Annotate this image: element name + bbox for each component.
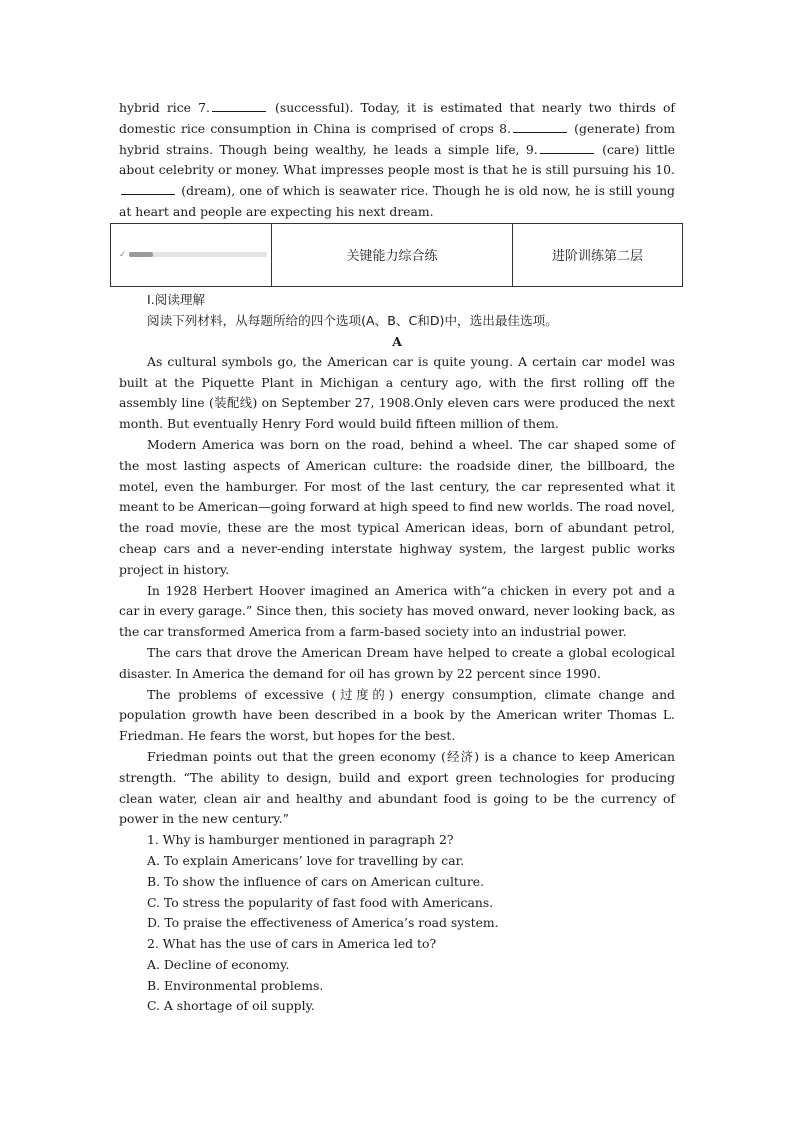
question-stem: 2. What has the use of cars in America led to? [147, 936, 437, 952]
paragraph-5: The problems of excessive (过度的) energy consumption, climate change and population growth have been described in a book by the American writer Thomas L. Friedman. He fears the worst, but hopes for the best. [119, 686, 675, 744]
progress-bar [129, 252, 267, 257]
paragraph-3: In 1928 Herbert Hoover imagined an America with“a chicken in every pot and a car in every garage.” Since then, this society has moved onward, never looking back, as the car transformed America from a farm-based society into an industrial power. [119, 582, 675, 640]
option-b[interactable]: B. To show the influence of cars on American culture. [147, 873, 485, 889]
option-c[interactable]: C. A shortage of oil supply. [147, 998, 315, 1014]
top-text-3: (generate) from hybrid strains. Though being wealthy, he leads a simple life, 9. [119, 120, 675, 157]
check-icon: ✓ [119, 249, 127, 260]
banner-center-cell [271, 224, 512, 286]
banner-right-cell [512, 224, 682, 286]
blank-8 [513, 120, 567, 133]
banner-right-label: 进阶训练第二层 [551, 249, 643, 265]
paragraph-2: Modern America was born on the road, behind a wheel. The car shaped some of the most lasting aspects of American culture: the roadside diner, the billboard, the motel, even the hamburger. For most of the last century, the car represented what it meant to be American—going forward at high speed to find new worlds. The road novel, the road movie, these are the most typical American ideas, born of abundant petrol, cheap cars and a never-ending interstate highway system, the largest public works project in history. [119, 436, 675, 577]
instructions: 阅读下列材料，从每题所给的四个选项(A、B、C和D)中，选出最佳选项。 [147, 312, 558, 328]
passage-label: A [392, 333, 402, 349]
paragraph-6: Friedman points out that the green economy (经济) is a chance to keep American strength. “The ability to design, build and export green technologies for producing clean water, clean air and healthy and abundant food is going to be the currency of power in the new century.” [119, 748, 675, 827]
question-1 [119, 830, 675, 934]
top-text-2: (successful). Today, it is estimated that nearly two thirds of domestic rice consumption in China is comprised of crops 8. [119, 100, 676, 136]
paragraph-1: As cultural symbols go, the American car is quite young. A certain car model was built at the Piquette Plant in Michigan a century ago, with the first rolling off the assembly line (装配线) on September 27, 1908.Only eleven cars were produced the next month. But eventually Henry Ford would build fifteen million of them. [119, 353, 675, 432]
top-text-5: (dream), one of which is seawater rice. Though he is old now, he is still young at heart and people are expecting his next dream. [119, 183, 675, 219]
top-paragraph [119, 98, 675, 223]
blank-9 [540, 141, 594, 154]
option-c[interactable]: C. To stress the popularity of fast food with Americans. [147, 894, 494, 910]
banner-center-label: 关键能力综合练 [346, 249, 438, 265]
option-b[interactable]: B. Environmental problems. [147, 977, 324, 993]
banner-progress-cell [111, 224, 271, 286]
blank-10 [121, 182, 175, 195]
question-2 [119, 934, 675, 1017]
worksheet-page [119, 98, 675, 1017]
progress-fill [129, 252, 154, 257]
section-heading: Ⅰ.阅读理解 [147, 291, 206, 307]
option-a[interactable]: A. To explain Americans’ love for travelling by car. [147, 852, 465, 868]
question-stem: 1. Why is hamburger mentioned in paragraph 2? [147, 832, 454, 848]
option-d[interactable]: D. To praise the effectiveness of America’s road system. [147, 915, 499, 931]
blank-7 [212, 99, 266, 112]
section-banner [110, 223, 683, 287]
paragraph-4: The cars that drove the American Dream have helped to create a global ecological disaster. In America the demand for oil has grown by 22 percent since 1990. [119, 644, 675, 681]
top-text-4: (care) little about celebrity or money. What impresses people most is that he is still pursuing his 10. [119, 141, 675, 178]
option-a[interactable]: A. Decline of economy. [147, 956, 290, 972]
top-text-1: hybrid rice 7. [119, 100, 210, 115]
